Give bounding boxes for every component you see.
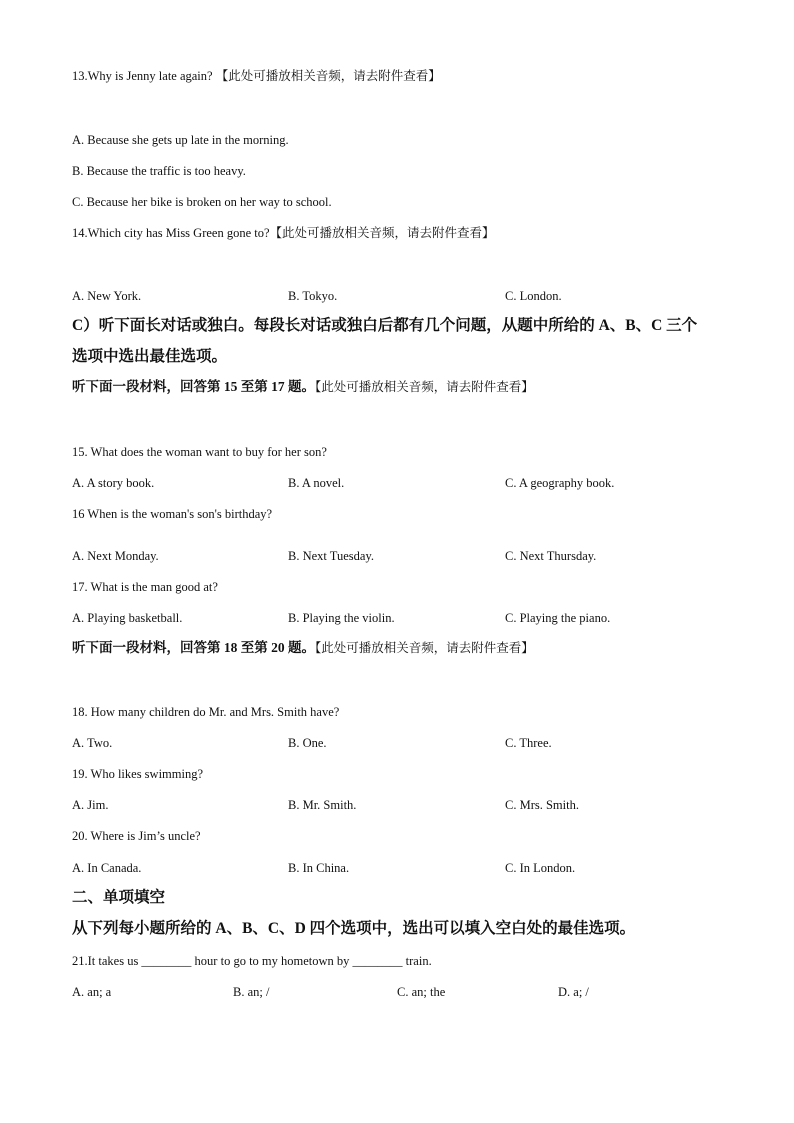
question-16: 16 When is the woman's son's birthday?: [72, 507, 273, 521]
section-2-title: 二、单项填空: [72, 889, 166, 906]
question-14: 14.Which city has Miss Green gone to?【此处可播放相关音频，请去附件查看】: [72, 226, 495, 240]
q16-option-a: A. Next Monday.: [72, 549, 159, 563]
question-20: 20. Where is Jim’s uncle?: [72, 829, 201, 843]
group1-instruction: [72, 379, 534, 395]
q21-option-d: D. a; /: [558, 985, 589, 999]
q19-option-b: B. Mr. Smith.: [288, 798, 357, 812]
q19-option-a: A. Jim.: [72, 798, 109, 812]
group2-instruction: [72, 640, 534, 656]
q20-option-b: B. In China.: [288, 861, 350, 875]
group2-instruction-text: 听下面一段材料，回答第 18 至第 20 题。: [72, 640, 315, 655]
q13-option-a: A. Because she gets up late in the morning.: [72, 133, 289, 147]
q18-option-a: A. Two.: [72, 736, 113, 750]
group2-audio-hint: 【此处可播放相关音频，请去附件查看】: [315, 641, 534, 655]
question-19: 19. Who likes swimming?: [72, 767, 204, 781]
question-15: 15. What does the woman want to buy for her son?: [72, 445, 327, 459]
q13-option-c: C. Because her bike is broken on her way to school.: [72, 195, 332, 209]
question-17: 17. What is the man good at?: [72, 580, 218, 594]
q19-option-c: C. Mrs. Smith.: [505, 798, 579, 812]
q14-option-c: C. London.: [505, 289, 562, 303]
group1-instruction-text: 听下面一段材料，回答第 15 至第 17 题。: [72, 379, 315, 394]
q15-option-b: B. A novel.: [288, 476, 345, 490]
question-18: 18. How many children do Mr. and Mrs. Smith have?: [72, 705, 340, 719]
q17-option-b: B. Playing the violin.: [288, 611, 395, 625]
q14-option-b: B. Tokyo.: [288, 289, 338, 303]
q21-option-b: B. an; /: [233, 985, 270, 999]
section-c-heading-line1: C）听下面长对话或独白。每段长对话或独白后都有几个问题，从题中所给的 A、B、C 三个: [72, 317, 698, 334]
section-c-heading-line2: 选项中选出最佳选项。: [72, 348, 228, 365]
q20-option-a: A. In Canada.: [72, 861, 142, 875]
q16-option-c: C. Next Thursday.: [505, 549, 597, 563]
q15-option-c: C. A geography book.: [505, 476, 615, 490]
question-21: 21.It takes us ________ hour to go to my hometown by ________ train.: [72, 954, 432, 968]
q15-option-a: A. A story book.: [72, 476, 155, 490]
q18-option-b: B. One.: [288, 736, 327, 750]
q17-option-c: C. Playing the piano.: [505, 611, 611, 625]
q17-option-a: A. Playing basketball.: [72, 611, 183, 625]
q13-option-b: B. Because the traffic is too heavy.: [72, 164, 246, 178]
q18-option-c: C. Three.: [505, 736, 552, 750]
question-13: 13.Why is Jenny late again? 【此处可播放相关音频，请去附件查看】: [72, 69, 441, 83]
q20-option-c: C. In London.: [505, 861, 576, 875]
q16-option-b: B. Next Tuesday.: [288, 549, 375, 563]
q21-option-c: C. an; the: [397, 985, 446, 999]
q21-option-a: A. an; a: [72, 985, 112, 999]
group1-audio-hint: 【此处可播放相关音频，请去附件查看】: [315, 380, 534, 394]
section-2-instruction: 从下列每小题所给的 A、B、C、D 四个选项中，选出可以填入空白处的最佳选项。: [72, 920, 636, 937]
q14-option-a: A. New York.: [72, 289, 142, 303]
